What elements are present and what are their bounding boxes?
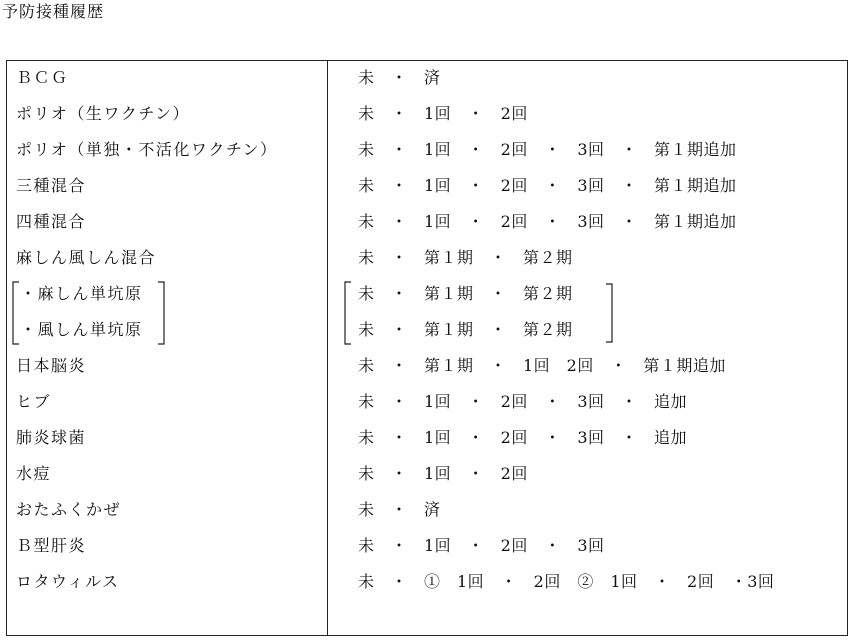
table-row (0, 96, 852, 132)
table-row (0, 420, 852, 456)
vaccine-status-pneumococcal: 未 ・ 1回 ・ 2回 ・ 3回 ・ 追加 (358, 428, 688, 447)
table-row (0, 204, 852, 240)
page-title: 予防接種履歴 (2, 2, 105, 21)
vaccine-status-measles: 未 ・ 第１期 ・ 第２期 (358, 284, 573, 303)
vaccine-status-japanese-encephalitis: 未 ・ 第１期 ・ 1回 2回 ・ 第１期追加 (358, 356, 726, 375)
vaccine-status-varicella: 未 ・ 1回 ・ 2回 (358, 464, 528, 483)
table-row (0, 492, 852, 528)
vaccine-name-rotavirus: ロタウィルス (16, 572, 120, 591)
vaccine-name-bcg: ＢＣＧ (16, 68, 69, 87)
table-row (0, 240, 852, 276)
vaccine-status-rubella: 未 ・ 第１期 ・ 第２期 (358, 320, 573, 339)
table-row (0, 276, 852, 312)
vaccine-name-measles: ・麻しん単坑原 (20, 284, 143, 303)
vaccine-name-japanese-encephalitis: 日本脳炎 (16, 356, 87, 375)
vaccine-name-varicella: 水痘 (16, 464, 52, 483)
vaccine-name-dpt-ipv: 四種混合 (16, 212, 87, 231)
vaccine-status-bcg: 未 ・ 済 (358, 68, 441, 87)
table-row (0, 348, 852, 384)
table-row (0, 564, 852, 600)
vaccine-name-dpt: 三種混合 (16, 176, 87, 195)
vaccine-name-hib: ヒブ (16, 392, 52, 411)
table-row (0, 168, 852, 204)
vaccine-name-pneumococcal: 肺炎球菌 (16, 428, 87, 447)
vaccine-status-hib: 未 ・ 1回 ・ 2回 ・ 3回 ・ 追加 (358, 392, 688, 411)
vaccine-name-mr: 麻しん風しん混合 (16, 248, 157, 267)
vaccine-status-hepatitis-b: 未 ・ 1回 ・ 2回 ・ 3回 (358, 536, 605, 555)
vaccine-status-dpt-ipv: 未 ・ 1回 ・ 2回 ・ 3回 ・ 第１期追加 (358, 212, 737, 231)
vaccine-status-dpt: 未 ・ 1回 ・ 2回 ・ 3回 ・ 第１期追加 (358, 176, 737, 195)
table-row (0, 384, 852, 420)
table-row (0, 456, 852, 492)
table-row (0, 60, 852, 96)
table-row (0, 528, 852, 564)
vaccine-name-hepatitis-b: Ｂ型肝炎 (16, 536, 87, 555)
vaccine-status-mr: 未 ・ 第１期 ・ 第２期 (358, 248, 573, 267)
vaccine-status-polio-live: 未 ・ 1回 ・ 2回 (358, 104, 528, 123)
vaccine-status-mumps: 未 ・ 済 (358, 500, 441, 519)
table-row (0, 132, 852, 168)
vaccine-name-mumps: おたふくかぜ (16, 500, 122, 519)
vaccine-name-polio-inactivated: ポリオ（単独・不活化ワクチン） (16, 140, 278, 159)
vaccine-status-polio-inactivated: 未 ・ 1回 ・ 2回 ・ 3回 ・ 第１期追加 (358, 140, 737, 159)
vaccine-name-polio-live: ポリオ（生ワクチン） (16, 104, 191, 123)
vaccine-status-rotavirus: 未 ・ ① 1回 ・ 2回 ② 1回 ・ 2回 ・3回 (358, 572, 775, 591)
table-row (0, 312, 852, 348)
vaccine-name-rubella: ・風しん単坑原 (20, 320, 143, 339)
